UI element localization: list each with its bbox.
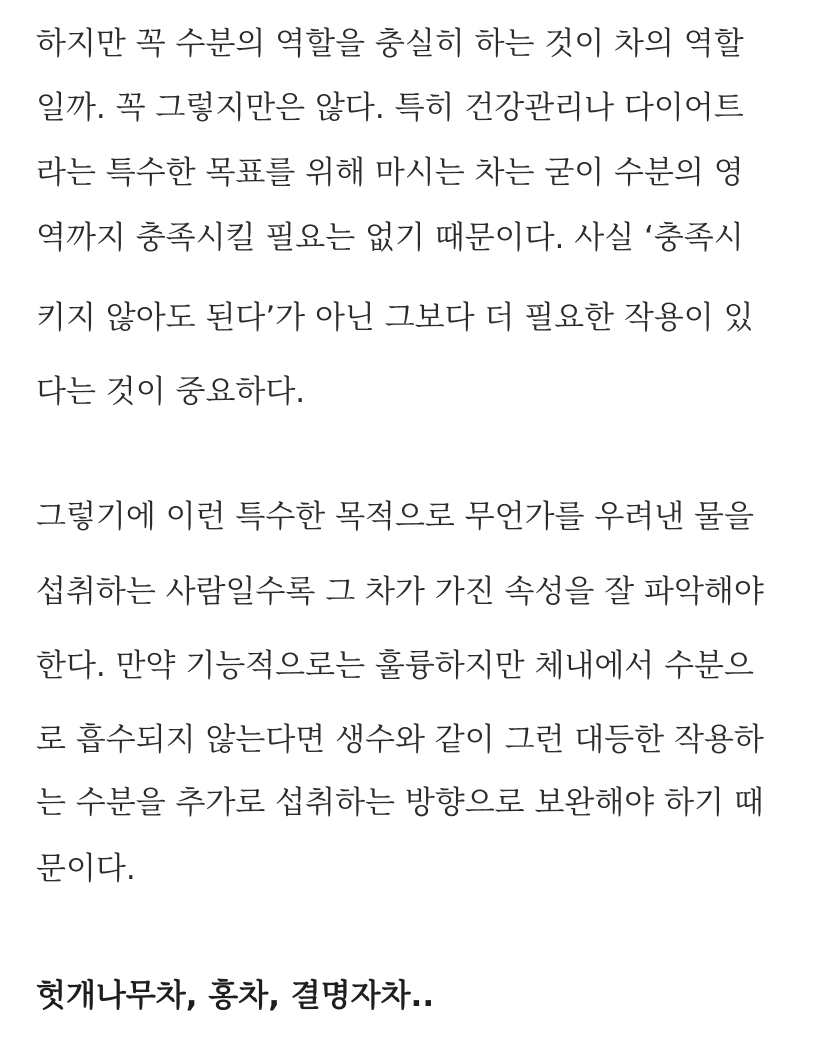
paragraph-2-line-2: 섭취하는 사람일수록 그 차가 가진 속성을 잘 파악해야 (36, 574, 764, 610)
paragraph-2-line-1: 그렇기에 이런 특수한 목적으로 무언가를 우려낸 물을 (36, 499, 754, 535)
paragraph-2-line-4: 로 흡수되지 않는다면 생수와 같이 그런 대등한 작용하 (36, 722, 764, 758)
paragraph-1-line-5: 키지 않아도 된다’가 아닌 그보다 더 필요한 작용이 있 (36, 300, 754, 336)
paragraph-1-line-3: 라는 특수한 목표를 위해 마시는 차는 굳이 수분의 영 (36, 155, 744, 191)
paragraph-1-line-2: 일까. 꼭 그렇지만은 않다. 특히 건강관리나 다이어트 (36, 90, 744, 126)
paragraph-2-line-3: 한다. 만약 기능적으로는 훌륭하지만 체내에서 수분으 (36, 648, 754, 684)
section-heading: 헛개나무차, 홍차, 결명자차.. (36, 978, 435, 1014)
paragraph-2-line-5: 는 수분을 추가로 섭취하는 방향으로 보완해야 하기 때 (36, 785, 764, 821)
paragraph-1-line-1: 하지만 꼭 수분의 역할을 충실히 하는 것이 차의 역할 (36, 26, 744, 62)
paragraph-2-line-6: 문이다. (36, 851, 136, 887)
paragraph-1-line-6: 다는 것이 중요하다. (36, 374, 306, 410)
paragraph-1-line-4: 역까지 충족시킬 필요는 없기 때문이다. 사실 ‘충족시 (36, 220, 744, 256)
